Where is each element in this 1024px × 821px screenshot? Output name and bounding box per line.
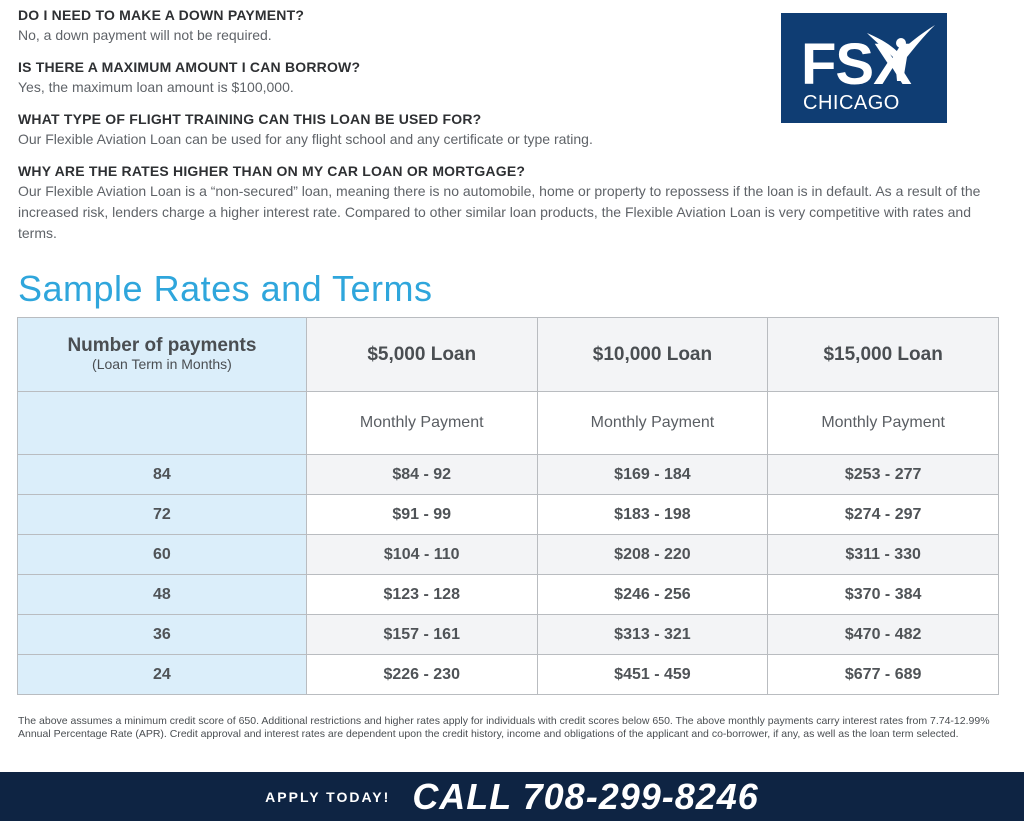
payment-cell: $123 - 128 bbox=[306, 575, 537, 615]
table-row bbox=[18, 655, 999, 695]
faq-question: DO I NEED TO MAKE A DOWN PAYMENT? bbox=[18, 7, 305, 23]
cta-banner bbox=[0, 772, 1024, 821]
header-number-of-payments bbox=[18, 318, 307, 392]
header-loan-10000: $10,000 Loan bbox=[537, 318, 768, 392]
logo-city: CHICAGO bbox=[803, 92, 900, 114]
faq-question: WHY ARE THE RATES HIGHER THAN ON MY CAR LOAN OR MORTGAGE? bbox=[18, 163, 526, 179]
payment-cell: $226 - 230 bbox=[306, 655, 537, 695]
payment-cell: $157 - 161 bbox=[306, 615, 537, 655]
table-row bbox=[18, 495, 999, 535]
section-title: Sample Rates and Terms bbox=[18, 268, 433, 309]
fsx-chicago-logo bbox=[781, 13, 947, 123]
faq-answer: Our Flexible Aviation Loan is a “non-secured” loan, meaning there is no automobile, home or property to repossess if the loan is in default. As a result of the increased risk, lenders charge a higher interest rate. Compared to other similar loan products, the Flexible Aviation Loan is very competitive with rates and terms. bbox=[18, 183, 981, 241]
payment-cell: $104 - 110 bbox=[306, 535, 537, 575]
faq-question: WHAT TYPE OF FLIGHT TRAINING CAN THIS LOAN BE USED FOR? bbox=[18, 111, 482, 127]
payment-cell: $208 - 220 bbox=[537, 535, 768, 575]
table-header-row bbox=[18, 318, 999, 392]
term-cell: 60 bbox=[18, 535, 307, 575]
faq-answer: No, a down payment will not be required. bbox=[18, 27, 272, 43]
subheader-monthly-payment: Monthly Payment bbox=[768, 392, 999, 455]
table-row bbox=[18, 455, 999, 495]
table-row bbox=[18, 575, 999, 615]
call-phone-link[interactable]: CALL 708-299-8246 bbox=[412, 775, 759, 817]
table-row bbox=[18, 615, 999, 655]
disclaimer-note: The above assumes a minimum credit score of 650. Additional restrictions and higher rates apply for individuals with credit scores below 650. The above monthly payments carry interest rates from 7.74-12.99% Annual Percentage Rate (APR). Credit approval and interest rates are dependent upon the credit history, income and obligations of the applicant and co-borrower, if any, as well as the loan term selected. bbox=[18, 715, 990, 740]
term-cell: 48 bbox=[18, 575, 307, 615]
payment-cell: $274 - 297 bbox=[768, 495, 999, 535]
payment-cell: $183 - 198 bbox=[537, 495, 768, 535]
faq-item bbox=[18, 162, 1003, 244]
apply-today-label: APPLY TODAY! bbox=[265, 788, 391, 805]
header-main-label: Number of payments bbox=[67, 335, 257, 356]
header-loan-15000: $15,000 Loan bbox=[768, 318, 999, 392]
term-cell: 84 bbox=[18, 455, 307, 495]
payment-cell: $246 - 256 bbox=[537, 575, 768, 615]
table-subheader-row bbox=[18, 392, 999, 455]
table-row bbox=[18, 535, 999, 575]
header-sub-label: (Loan Term in Months) bbox=[92, 356, 232, 372]
faq-answer: Yes, the maximum loan amount is $100,000. bbox=[18, 79, 294, 95]
payment-cell: $313 - 321 bbox=[537, 615, 768, 655]
payment-cell: $169 - 184 bbox=[537, 455, 768, 495]
faq-question: IS THERE A MAXIMUM AMOUNT I CAN BORROW? bbox=[18, 59, 361, 75]
payment-cell: $253 - 277 bbox=[768, 455, 999, 495]
subheader-empty-cell bbox=[18, 392, 307, 455]
payment-cell: $470 - 482 bbox=[768, 615, 999, 655]
subheader-monthly-payment: Monthly Payment bbox=[537, 392, 768, 455]
term-cell: 24 bbox=[18, 655, 307, 695]
payment-cell: $84 - 92 bbox=[306, 455, 537, 495]
payment-cell: $451 - 459 bbox=[537, 655, 768, 695]
subheader-monthly-payment: Monthly Payment bbox=[306, 392, 537, 455]
payment-cell: $311 - 330 bbox=[768, 535, 999, 575]
term-cell: 36 bbox=[18, 615, 307, 655]
rates-table bbox=[17, 317, 999, 695]
payment-cell: $677 - 689 bbox=[768, 655, 999, 695]
header-loan-5000: $5,000 Loan bbox=[306, 318, 537, 392]
faq-answer: Our Flexible Aviation Loan can be used for any flight school and any certificate or type rating. bbox=[18, 131, 593, 147]
payment-cell: $370 - 384 bbox=[768, 575, 999, 615]
term-cell: 72 bbox=[18, 495, 307, 535]
payment-cell: $91 - 99 bbox=[306, 495, 537, 535]
logo-brand: FSX bbox=[801, 32, 911, 97]
